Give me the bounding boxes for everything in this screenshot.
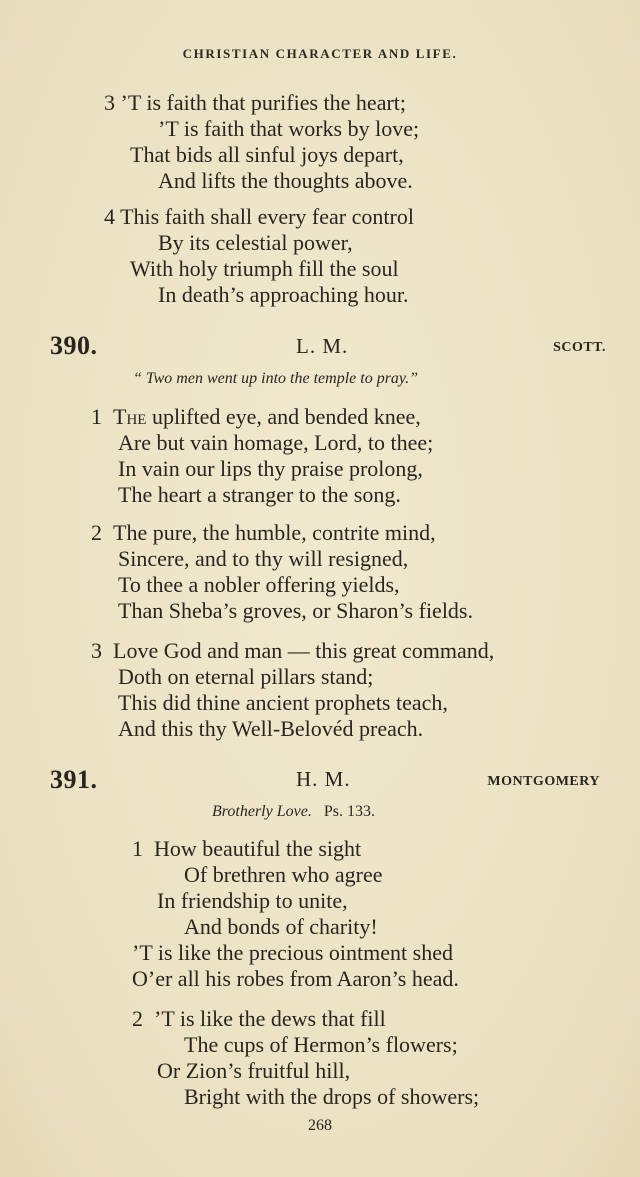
- verse-line: ’T is like the precious ointment shed: [132, 940, 453, 965]
- hymn-subtitle: [212, 803, 375, 821]
- verse-line: Of brethren who agree: [184, 862, 383, 887]
- verse-line: In death’s approaching hour.: [158, 282, 409, 307]
- verse-line: Or Zion’s fruitful hill,: [157, 1058, 351, 1083]
- verse-line: 1 How beautiful the sight: [132, 836, 362, 861]
- verse-line: By its celestial power,: [158, 230, 353, 255]
- opening-word: The: [113, 404, 147, 429]
- hymn-subtitle: “ Two men went up into the temple to pray.”: [133, 370, 419, 387]
- hymn-meter: L. M.: [296, 334, 349, 358]
- verse-line: With holy triumph fill the soul: [130, 256, 399, 281]
- verse-line: In friendship to unite,: [157, 888, 348, 913]
- verse-line: Sincere, and to thy will resigned,: [118, 546, 409, 571]
- stanza-number: 2: [91, 520, 102, 545]
- verse-line: This did thine ancient prophets teach,: [118, 690, 448, 715]
- verse-line: And lifts the thoughts above.: [158, 168, 413, 193]
- verse-line: 2 The pure, the humble, contrite mind,: [91, 520, 436, 545]
- verse-line: Are but vain homage, Lord, to thee;: [118, 430, 434, 455]
- subtitle-title: Brotherly Love.: [212, 803, 312, 820]
- stanza-number: 1: [91, 404, 102, 429]
- hymn-number: 390.: [50, 331, 98, 360]
- verse-line: 3 Love God and man — this great command,: [91, 638, 495, 663]
- verse-line: That bids all sinful joys depart,: [130, 142, 404, 167]
- stanza-number: 3: [91, 638, 102, 663]
- verse-line: The cups of Hermon’s flowers;: [184, 1032, 458, 1057]
- verse-line: And this thy Well-Belovéd preach.: [118, 716, 424, 741]
- verse-line: O’er all his robes from Aaron’s head.: [132, 966, 459, 991]
- hymn-number: 391.: [50, 765, 98, 794]
- verse-line-rest: uplifted eye, and bended knee,: [146, 404, 421, 429]
- scripture-reference: Ps. 133.: [323, 803, 375, 820]
- verse-line: 3 ’T is faith that purifies the heart;: [104, 90, 407, 115]
- verse-line: 4 This faith shall every fear control: [104, 204, 414, 229]
- stanza-number: 1: [132, 836, 143, 861]
- verse-line: Than Sheba’s groves, or Sharon’s fields.: [118, 598, 473, 623]
- page-number: 268: [308, 1117, 332, 1134]
- verse-line: [91, 404, 421, 430]
- verse-line: Doth on eternal pillars stand;: [118, 664, 374, 689]
- verse-line: The heart a stranger to the song.: [118, 482, 401, 507]
- hymn-author: MONTGOMERY: [487, 774, 600, 789]
- hymn-meter: H. M.: [296, 767, 351, 791]
- stanza-number: 2: [132, 1006, 143, 1031]
- hymn-author: SCOTT.: [553, 340, 606, 355]
- verse-line: To thee a nobler offering yields,: [118, 572, 400, 597]
- verse-line: Bright with the drops of showers;: [184, 1084, 480, 1109]
- verse-line: ’T is faith that works by love;: [158, 116, 420, 141]
- verse-line: 2 ’T is like the dews that fill: [132, 1006, 386, 1031]
- running-head: CHRISTIAN CHARACTER AND LIFE.: [182, 46, 458, 61]
- verse-line: In vain our lips thy praise prolong,: [118, 456, 423, 481]
- verse-line: And bonds of charity!: [184, 914, 378, 939]
